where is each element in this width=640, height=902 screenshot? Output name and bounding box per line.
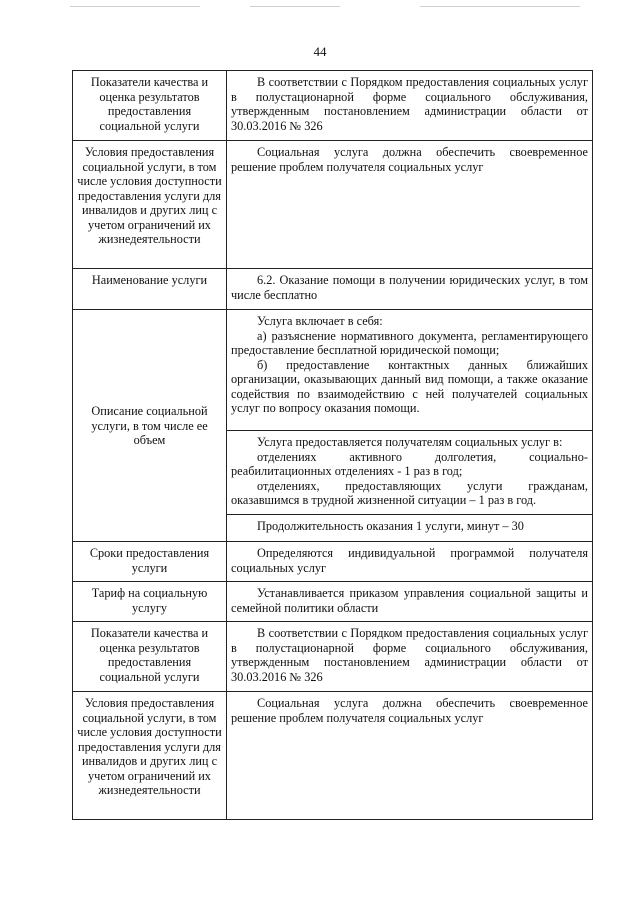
recipients-intro: Услуга предоставляется получателям социальных услуг в: <box>257 435 563 449</box>
description-item-b: б) предоставление контактных данных ближайших организации, оказывающих данный вид помощи, а также оказание содействия по взаимодействию с ней получателей социальных услуг по вопросу оказания помощи. <box>231 357 588 415</box>
row-label-quality: Показатели качества и оценка результатов предоставления социальной услуги <box>73 622 227 692</box>
description-block-duration <box>227 514 592 541</box>
row-content-tariff: Устанавливается приказом управления социальной защиты и семейной политики области <box>227 582 593 622</box>
row-content-conditions: Социальная услуга должна обеспечить своевременное решение проблем получателя социальных услуг <box>227 692 593 820</box>
duration-text: Продолжительность оказания 1 услуги, минут – 30 <box>257 519 524 533</box>
table-row <box>73 310 593 542</box>
recipients-item-2: отделениях, предоставляющих услуги гражданам, оказавшимся в трудной жизненной ситуации – 1 раз в год. <box>231 478 588 507</box>
description-block-includes <box>227 310 592 430</box>
table-row <box>73 71 593 141</box>
row-label-conditions: Условия предоставления социальной услуги, в том числе условия доступности предоставления услуги для инвалидов и других лиц с учетом ограничений их жизнедеятельности <box>73 141 227 269</box>
scan-edge-line <box>250 6 340 7</box>
description-block-recipients <box>227 430 592 514</box>
table-row <box>73 582 593 622</box>
row-label-terms: Сроки предоставления услуги <box>73 542 227 582</box>
table-row <box>73 141 593 269</box>
row-label-description: Описание социальной услуги, в том числе ее объем <box>73 310 227 542</box>
row-content-quality: В соответствии с Порядком предоставления социальных услуг в полустационарной форме социального обслуживания, утвержденным постановлением администрации области от 30.03.2016 № 326 <box>227 622 593 692</box>
scan-edge-line <box>70 6 200 7</box>
row-content-quality: В соответствии с Порядком предоставления социальных услуг в полустационарной форме социального обслуживания, утвержденным постановлением администрации области от 30.03.2016 № 326 <box>227 71 593 141</box>
row-label-tariff: Тариф на социальную услугу <box>73 582 227 622</box>
row-label-conditions: Условия предоставления социальной услуги, в том числе условия доступности предоставления услуги для инвалидов и других лиц с учетом ограничений их жизнедеятельности <box>73 692 227 820</box>
table-row <box>73 542 593 582</box>
service-standard-table <box>72 70 593 820</box>
row-label-service-name: Наименование услуги <box>73 269 227 310</box>
description-item-a: а) разъяснение нормативного документа, регламентирующего предоставление бесплатной юридической помощи; <box>231 328 588 357</box>
row-content-conditions: Социальная услуга должна обеспечить своевременное решение проблем получателя социальных услуг <box>227 141 593 269</box>
scan-edge-line <box>420 6 580 7</box>
row-content-terms: Определяются индивидуальной программой получателя социальных услуг <box>227 542 593 582</box>
description-intro: Услуга включает в себя: <box>257 314 383 328</box>
row-content-service-name: 6.2. Оказание помощи в получении юридических услуг, в том числе бесплатно <box>227 269 593 310</box>
table-row <box>73 269 593 310</box>
row-label-quality: Показатели качества и оценка результатов предоставления социальной услуги <box>73 71 227 141</box>
page-number: 44 <box>313 44 327 59</box>
table-row <box>73 622 593 692</box>
recipients-item-1: отделениях активного долголетия, социально-реабилитационных отделениях - 1 раз в год; <box>231 449 588 478</box>
table-row <box>73 692 593 820</box>
row-content-description <box>227 310 593 542</box>
